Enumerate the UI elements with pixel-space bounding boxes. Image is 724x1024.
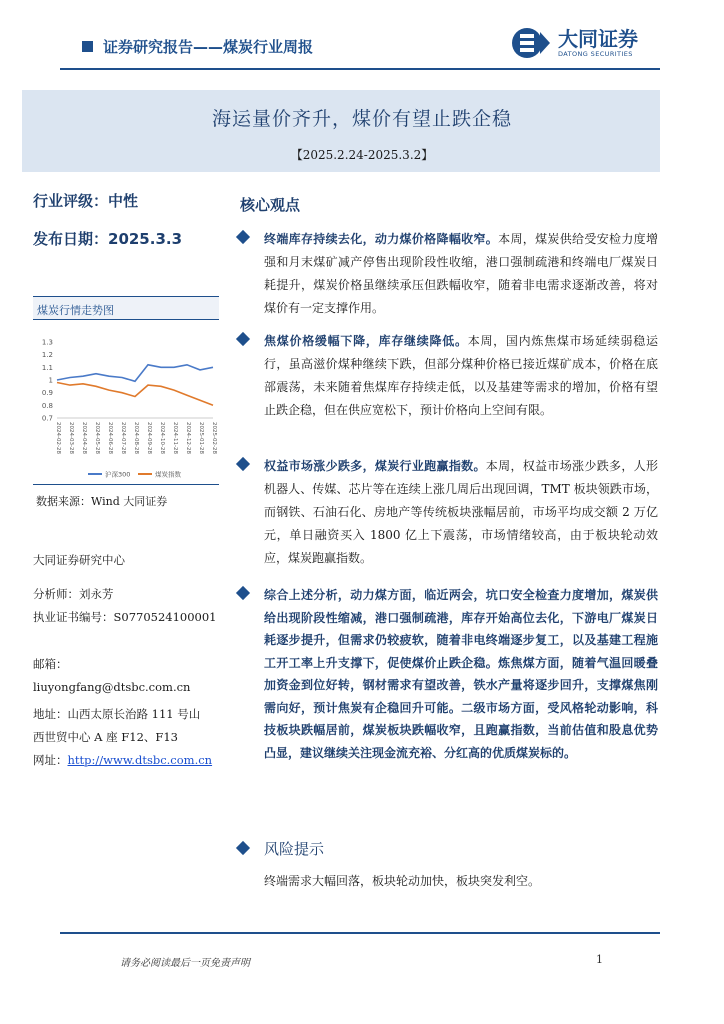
bullet-thermal-coal <box>238 228 658 320</box>
website-label: 网址： <box>33 753 68 767</box>
website-row <box>33 749 212 771</box>
bullet-equity-market <box>238 455 658 570</box>
x-tick-label: 2024-02-28 <box>55 422 61 454</box>
core-views-title: 核心观点 <box>240 196 301 214</box>
logo-name-en: DATONG SECURITIES <box>558 50 633 58</box>
x-tick-label: 2024-11-28 <box>172 422 178 454</box>
address-line-2: 西世贸中心 A 座 F12、F13 <box>33 730 178 744</box>
series-line <box>57 365 213 382</box>
x-tick-label: 2024-12-28 <box>185 422 191 454</box>
bullet-heading: 焦煤价格缓幅下降，库存继续降低。 <box>264 334 468 348</box>
bullet-heading: 终端库存持续去化，动力煤价格降幅收窄。 <box>264 232 499 246</box>
x-tick-label: 2024-05-28 <box>94 422 100 454</box>
report-title: 海运量价齐升，煤价有望止跌企稳 <box>211 108 512 130</box>
diamond-bullet-icon <box>236 841 250 855</box>
series-line <box>57 383 213 406</box>
bullet-coking-coal <box>238 330 658 422</box>
x-tick-label: 2024-04-28 <box>81 422 87 454</box>
x-tick-label: 2025-02-28 <box>211 422 217 454</box>
y-tick-label: 1.3 <box>41 338 53 347</box>
bullet-text <box>264 228 658 320</box>
logo-name-cn: 大同证券 <box>558 27 638 51</box>
legend-label: 沪深300 <box>105 470 131 479</box>
logo-mark-icon <box>510 26 552 60</box>
diamond-bullet-icon <box>236 457 250 471</box>
chart-title: 煤炭行情走势图 <box>33 296 219 320</box>
coal-trend-chart <box>33 336 219 486</box>
y-tick-label: 0.7 <box>41 414 53 423</box>
x-tick-label: 2024-03-28 <box>68 422 74 454</box>
diamond-bullet-icon <box>236 230 250 244</box>
footer-divider <box>60 932 660 934</box>
risk-section <box>238 838 658 859</box>
x-tick-label: 2024-06-28 <box>107 422 113 454</box>
risk-text: 终端需求大幅回落，板块轮动加快，板块突发利空。 <box>264 874 541 888</box>
y-tick-label: 1.1 <box>41 363 53 372</box>
y-tick-label: 1 <box>48 376 53 385</box>
analyst-name: 分析师：刘永芳 <box>33 587 114 601</box>
y-tick-label: 0.9 <box>41 389 53 398</box>
report-period: 【2025.2.24-2025.3.2】 <box>290 148 434 162</box>
left-column <box>33 190 223 249</box>
bullet-summary <box>238 584 658 764</box>
page-number: 1 <box>596 953 603 966</box>
header-divider <box>60 68 660 70</box>
diamond-bullet-icon <box>236 332 250 346</box>
risk-title: 风险提示 <box>264 840 325 858</box>
bullet-text <box>264 455 658 570</box>
company-logo <box>510 26 638 60</box>
website-link[interactable]: http://www.dtsbc.com.cn <box>67 753 213 767</box>
bullet-body: 本周，国内炼焦煤市场延续弱稳运行，虽高滋价煤种继续下跌，但部分煤种价格已接近煤矿成本，价格在底部震荡，未来随着焦煤库存持续走低，以及基建等需求的增加，价格有望止跌企稳，但在供应宽松下，预计价格向上空间有限。 <box>264 334 658 417</box>
email-label: 邮箱： <box>33 657 68 671</box>
chart-bottom-divider <box>33 484 219 485</box>
bullet-text <box>264 330 658 422</box>
data-source: 数据来源：Wind 大同证券 <box>36 495 168 508</box>
square-icon <box>82 41 93 52</box>
disclaimer-note: 请务必阅读最后一页免责声明 <box>120 958 250 969</box>
research-center: 大同证券研究中心 <box>33 553 125 567</box>
bullet-heading: 权益市场涨少跌多，煤炭行业跑赢指数。 <box>264 459 486 473</box>
x-tick-label: 2025-01-28 <box>198 422 204 454</box>
report-header <box>82 36 313 57</box>
industry-rating: 行业评级：中性 <box>33 192 139 210</box>
publish-date: 发布日期：2025.3.3 <box>33 230 183 248</box>
diamond-bullet-icon <box>236 586 250 600</box>
header-text: 证券研究报告——煤炭行业周报 <box>103 38 314 56</box>
y-tick-label: 0.8 <box>41 401 53 410</box>
x-tick-label: 2024-08-28 <box>133 422 139 454</box>
x-tick-label: 2024-10-28 <box>159 422 165 454</box>
bullet-body: 本周，权益市场涨少跌多，人形机器人、传媒、芯片等在连续上涨几周后出现回调，TMT 板块领跌市场，而钢铁、石油石化、房地产等传统板块涨幅居前，市场平均成交额 2 万亿元，单日融资买入 1800 亿上下震荡，市场情绪较高，由于板块轮动效应，煤炭跑赢指数。 <box>264 459 658 565</box>
email-address: liuyongfang@dtsbc.com.cn <box>33 680 191 694</box>
certificate-number: 执业证书编号：S0770524100001 <box>33 610 217 624</box>
summary-text: 综合上述分析，动力煤方面，临近两会，坑口安全检查力度增加，煤炭供给出现阶段性缩减，港口强制疏港，库存开始高位去化，下游电厂煤炭日耗逐步提升，但需求仍较疲软，随着非电终端逐步复工，以及基建工程施工开工率上升支撑下，促使煤价止跌企稳。炼焦煤方面，随着气温回暖叠加资金到位好转，钢材需求有望改善，铁水产量将逐步回升，支撑煤焦刚需向好，预计焦炭有企稳回升可能。二级市场方面，受风格轮动影响，科技板块跌幅居前，煤炭板块跌幅收窄，且跑赢指数，当前估值和股息优势凸显，建议继续关注现金流充裕、分红高的优质煤炭标的。 <box>264 588 658 760</box>
bullet-body: 本周，煤炭供给受安检力度增强和月末煤矿减产停售出现阶段性收缩，港口强制疏港和终端电厂煤炭日耗提升，煤炭价格虽继续承压但跌幅收窄，随着非电需求逐渐改善，将对煤价有一定支撑作用。 <box>264 232 658 315</box>
x-tick-label: 2024-07-28 <box>120 422 126 454</box>
address-line-1: 地址：山西太原长治路 111 号山 <box>33 707 201 721</box>
legend-label: 煤炭指数 <box>155 470 181 479</box>
y-tick-label: 1.2 <box>41 351 53 360</box>
x-tick-label: 2024-09-28 <box>146 422 152 454</box>
